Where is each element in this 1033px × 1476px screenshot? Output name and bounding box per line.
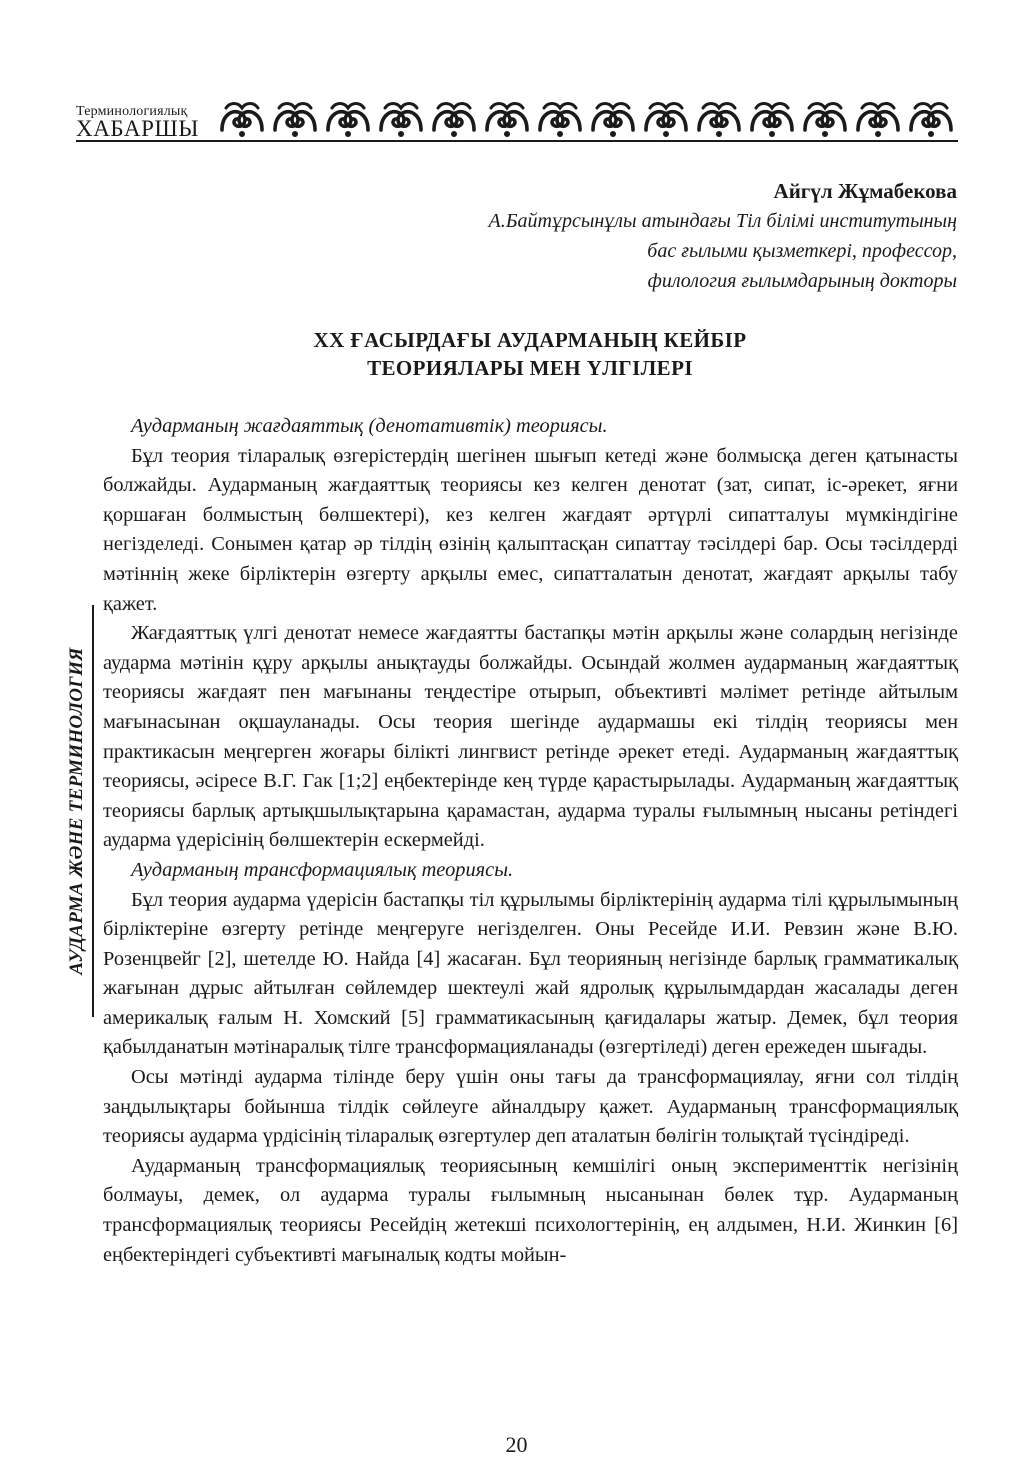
page-number: 20 — [505, 1432, 528, 1457]
author-block — [337, 176, 957, 296]
section-title: АУДАРМА ЖӘНЕ ТЕРМИНОЛОГИЯ — [66, 647, 87, 975]
author-affiliation-line: А.Байтұрсынұлы атындағы Тіл білімі институтының — [488, 210, 957, 232]
subheading: Аударманың трансформациялық теориясы. — [131, 858, 514, 881]
paragraph: Жағдаяттық үлгі денотат немесе жағдаятты бастапқы мәтін арқылы және солардың негізінде аударма мәтінін құру арқылы анықтауды болжайды. Осындай жолмен аударманың жағдаяттық теориясы жағдаят пен мағынаны теңдестіре отырып, объективті мәлімет ретінде айтылым мағынасынан оқшауланады. Осы теория шегінде аудармашы екі тілдің теориясы мен практикасын меңгерген жоғары білікті лингвист ретінде әрекет етеді. Аударманың жағдаяттық теориясы, әсіресе В.Г. Гак [1;2] еңбектерінде кең түрде қарастырылады. Аударманың жағдаяттық теориясы барлық артықшылықтарына қарамастан, аударма туралы ғылымның нысаны ретіндегі аударма үдерісінің бөлшектерін ескермейді. — [103, 622, 958, 852]
article-body — [103, 412, 958, 1270]
author-affiliation-line: филология ғылымдарының докторы — [647, 270, 957, 292]
article-title — [100, 326, 960, 382]
paragraph: Бұл теория аударма үдерісін бастапқы тіл құрылымы бірліктерінің аударма тілі құрылымының бірліктеріне өзгерту ретінде меңгеруге негізделген. Оны Ресейде И.И. Ревзин және В.Ю. Розенцвейг [2], шетелде Ю. Найда [4] жасаған. Бұл теорияның негізінде барлық грамматикалық жағынан дұрыс айтылған сөйлемдер шектеулі жай ядролық құрылымдардан жасалады деген америкалық ғалым Н. Хомский [5] грамматикасының қағидалары жатыр. Демек, бұл теория қабылданатын мәтінаралық тілге трансформацияланады (өзгертіледі) деген ережеден шығады. — [103, 888, 958, 1059]
section-sidebar — [56, 605, 94, 1017]
paragraph: Осы мәтінді аударма тілінде беру үшін оны тағы да трансформациялау, яғни сол тілдің заңдылықтары бойынша тілдік сөйлеуге айналдыру қажет. Аударманың трансформациялық теориясы аударма үрдісінің тіларалық өзгертулер деп аталатын бөлігін толықтай түсіндіреді. — [103, 1066, 958, 1148]
paragraph: Аударманың трансформациялық теориясының кемшілігі оның эксперименттік негізінің болмауы, демек, ол аударма туралы ғылымның нысанынан бөлек тұр. Аударманың трансформациялық теориясы Ресейдің жетекші психологтерінің, ең алдымен, Н.И. Жинкин [6] еңбектеріндегі субъективті мағыналық кодты мойын- — [103, 1154, 958, 1266]
author-name: Айгүл Жұмабекова — [773, 179, 957, 203]
journal-name-small: Терминологиялық — [76, 104, 188, 119]
header-rule — [76, 140, 958, 142]
title-line: ТЕОРИЯЛАРЫ МЕН ҮЛГІЛЕРІ — [367, 356, 693, 380]
journal-header — [76, 96, 958, 146]
sidebar-rule — [92, 605, 94, 1017]
title-line: ХХ ҒАСЫРДАҒЫ АУДАРМАНЫҢ КЕЙБІР — [313, 328, 747, 352]
kazakh-ornament-icon — [216, 100, 958, 140]
journal-name-big: ХАБАРШЫ — [76, 116, 199, 141]
paragraph: Бұл теория тіларалық өзгерістердің шегінен шығып кетеді және болмысқа деген қатынасты болжайды. Аударманың жағдаяттық теориясы кез келген денотат (зат, сипат, іс-әрекет, яғни қоршаған болмыстың бөлшектері), кез келген жағдаят әртүрлі сипатталуы мүмкіндігіне негізделеді. Сонымен қатар әр тілдің өзінің қалыптасқан сипаттау тәсілдері бар. Осы тәсілдерді мәтіннің жеке бірліктерін өзгерту арқылы емес, сипатталатын денотат, жағдаят арқылы табу қажет. — [103, 444, 958, 615]
author-affiliation-line: бас ғылыми қызметкері, профессор, — [647, 240, 957, 262]
subheading: Аударманың жағдаяттық (денотативтік) теориясы. — [131, 415, 608, 437]
